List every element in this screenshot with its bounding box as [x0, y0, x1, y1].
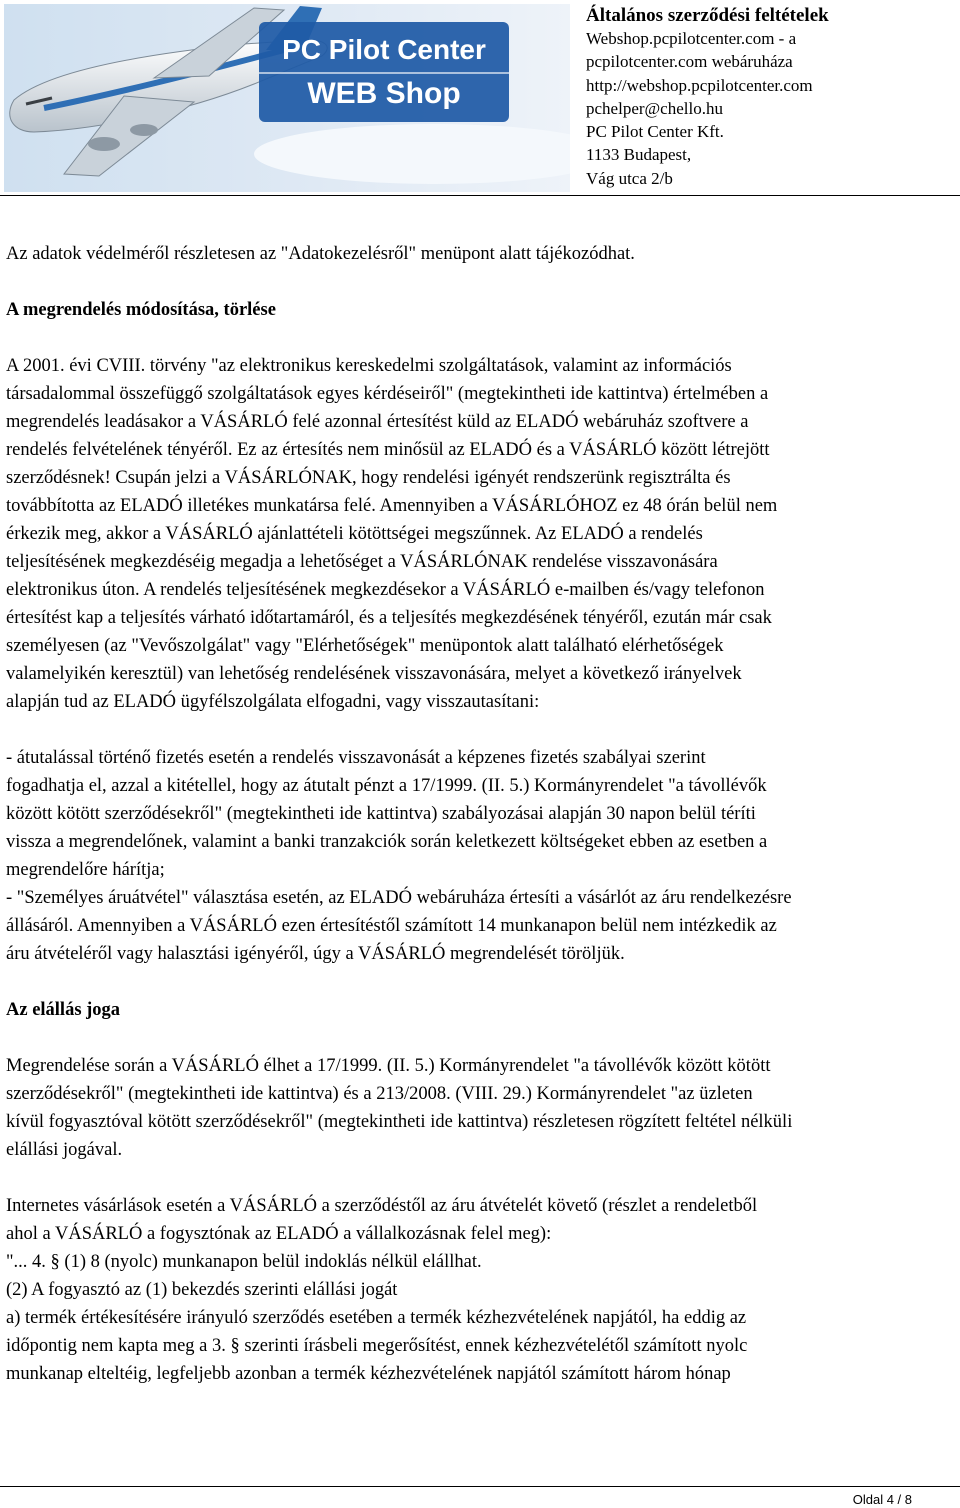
info-line: Webshop.pcpilotcenter.com - a	[586, 29, 797, 48]
text-line: "... 4. § (1) 8 (nyolc) munkanapon belül indoklás nélkül elállhat.	[6, 1252, 482, 1272]
text-line: értesítést kap a teljesítés várható időtartamáról, és a teljesítés megkezdésének tényéről, ezután már csak	[6, 608, 772, 628]
text-line: szerződésnek! Csupán jelzi a VÁSÁRLÓNAK, hogy rendelési igényét rendszerünk regisztrálta és	[6, 468, 731, 488]
info-line: 1133 Budapest,	[586, 145, 692, 165]
text-line: időpontig nem kapta meg a 3. § szerinti írásbeli megerősítést, ennek kézhezvételétől számított nyolc	[6, 1336, 748, 1356]
text-line: érkezik meg, akkor a VÁSÁRLÓ ajánlattételi kötöttségei megszűnnek. Az ELADÓ a rendelés	[6, 524, 703, 544]
company-info	[586, 4, 829, 190]
text-line: kívül fogyasztóval kötött szerződésekről" (megtekintheti ide kattintva) részletesen rögzített feltétel nélküli	[6, 1112, 793, 1132]
text-line: a) termék értékesítésére irányuló szerződés esetében a termék kézhezvételének napjától, ha eddig az	[6, 1308, 747, 1328]
text-line: szerződésekről" (megtekintheti ide kattintva) és a 213/2008. (VIII. 29.) Kormányrendelet "az üzleten	[6, 1084, 753, 1104]
logo-line1: PC Pilot Center	[282, 34, 486, 65]
text-line: személyesen (az "Vevőszolgálat" vagy "Elérhetőségek" menüpontok alatt található elérhetőségek	[6, 636, 724, 656]
intro-paragraph: Az adatok védelméről részletesen az "Adatokezelésről" menüpont alatt tájékozódhat.	[6, 244, 635, 264]
text-line: A 2001. évi CVIII. törvény "az elektronikus kereskedelmi szolgáltatások, valamint az információs	[6, 356, 732, 376]
pc-pilot-center-logo	[4, 4, 570, 192]
section-heading-modification: A megrendelés módosítása, törlése	[6, 300, 276, 320]
text-line: állásáról. Amennyiben a VÁSÁRLÓ ezen értesítéstől számított 14 munkanapon belül nem intézkedik az	[6, 916, 777, 936]
airplane-banner-image	[4, 4, 570, 192]
document-title: Általános szerződési feltételek	[586, 5, 829, 26]
info-line: Vág utca 2/b	[586, 168, 673, 188]
text-line: Megrendelése során a VÁSÁRLÓ élhet a 17/1999. (II. 5.) Kormányrendelet "a távollévők között kötött	[6, 1056, 771, 1076]
text-line: megrendelés leadásakor a VÁSÁRLÓ felé azonnal értesítést küld az ELADÓ webáruház szoftvere a	[6, 412, 749, 432]
text-line: Internetes vásárlások esetén a VÁSÁRLÓ a szerződéstől az áru átvételét követő (részlet a rendeletből	[6, 1196, 758, 1216]
footer-divider	[0, 1486, 960, 1487]
info-line: http://webshop.pcpilotcenter.com	[586, 75, 813, 95]
text-line: - átutalással történő fizetés esetén a rendelés visszavonását a képzenes fizetés szabályai szerint	[6, 748, 706, 768]
section-heading-withdrawal: Az elállás joga	[6, 1000, 121, 1020]
text-line: továbbította az ELADÓ illetékes munkatársa felé. Amennyiben a VÁSÁRLÓHOZ ez 48 órán belül nem	[6, 496, 778, 516]
info-line: PC Pilot Center Kft.	[586, 122, 724, 142]
info-line: pcpilotcenter.com webáruháza	[586, 52, 793, 72]
logo-line2: WEB Shop	[307, 77, 461, 110]
header-divider	[0, 195, 960, 196]
text-line: megrendelőre hárítja;	[6, 860, 165, 880]
text-line: munkanap elteltéig, legfeljebb azonban a termék kézhezvételének napjától számított három hónap	[6, 1364, 731, 1384]
text-line: társadalommal összefüggő szolgáltatások egyes kérdéseiről" (megtekintheti ide kattintva) értelmében a	[6, 384, 769, 404]
text-line: rendelés felvételének tényéről. Ez az értesítés nem minősül az ELADÓ és a VÁSÁRLÓ között létrejött	[6, 440, 770, 460]
text-line: elektronikus úton. A rendelés teljesítésének megkezdésekor a VÁSÁRLÓ e-mailben és/vagy telefonon	[6, 580, 765, 600]
paragraph-withdrawal-right	[6, 1052, 958, 1164]
text-line: teljesítésének megkezdéséig megadja a lehetőséget a VÁSÁRLÓNAK rendelése visszavonására	[6, 552, 718, 572]
text-line: között kötött szerződésekről" (megtekintheti ide kattintva) szabályozásai alapján 30 napon belül téríti	[6, 804, 756, 824]
text-line: áru átvételéről vagy halasztási igényéről, úgy a VÁSÁRLÓ megrendelését töröljük.	[6, 944, 625, 964]
paragraph-cancellation-rules	[6, 744, 958, 968]
page-number: Oldal 4 / 8	[852, 1492, 912, 1507]
document-body	[6, 240, 958, 1388]
text-line: elállási jogával.	[6, 1140, 123, 1160]
paragraph-online-purchase	[6, 1192, 958, 1388]
text-line: valamelyikén keresztül) van lehetőség rendelésének visszavonására, melyet a következő irányelvek	[6, 664, 742, 684]
text-line: - "Személyes áruátvétel" választása esetén, az ELADÓ webáruháza értesíti a vásárlót az áru rendelkezésre	[6, 888, 792, 908]
text-line: ahol a VÁSÁRLÓ a fogysztónak az ELADÓ a vállalkozásnak felel meg):	[6, 1224, 552, 1244]
text-line: alapján tud az ELADÓ ügyfélszolgálata elfogadni, vagy visszautasítani:	[6, 692, 540, 712]
paragraph-order-cancellation	[6, 352, 958, 716]
info-line: pchelper@chello.hu	[586, 98, 723, 118]
document-header	[0, 0, 960, 197]
text-line: (2) A fogyasztó az (1) bekezdés szerinti elállási jogát	[6, 1280, 398, 1300]
text-line: vissza a megrendelőnek, valamint a banki tranzakciók során keletkezett költségeket ebben az esetben a	[6, 832, 768, 852]
text-line: fogadhatja el, azzal a kitétellel, hogy az átutalt pénzt a 17/1999. (II. 5.) Kormányrendelet "a távollévők	[6, 776, 767, 796]
